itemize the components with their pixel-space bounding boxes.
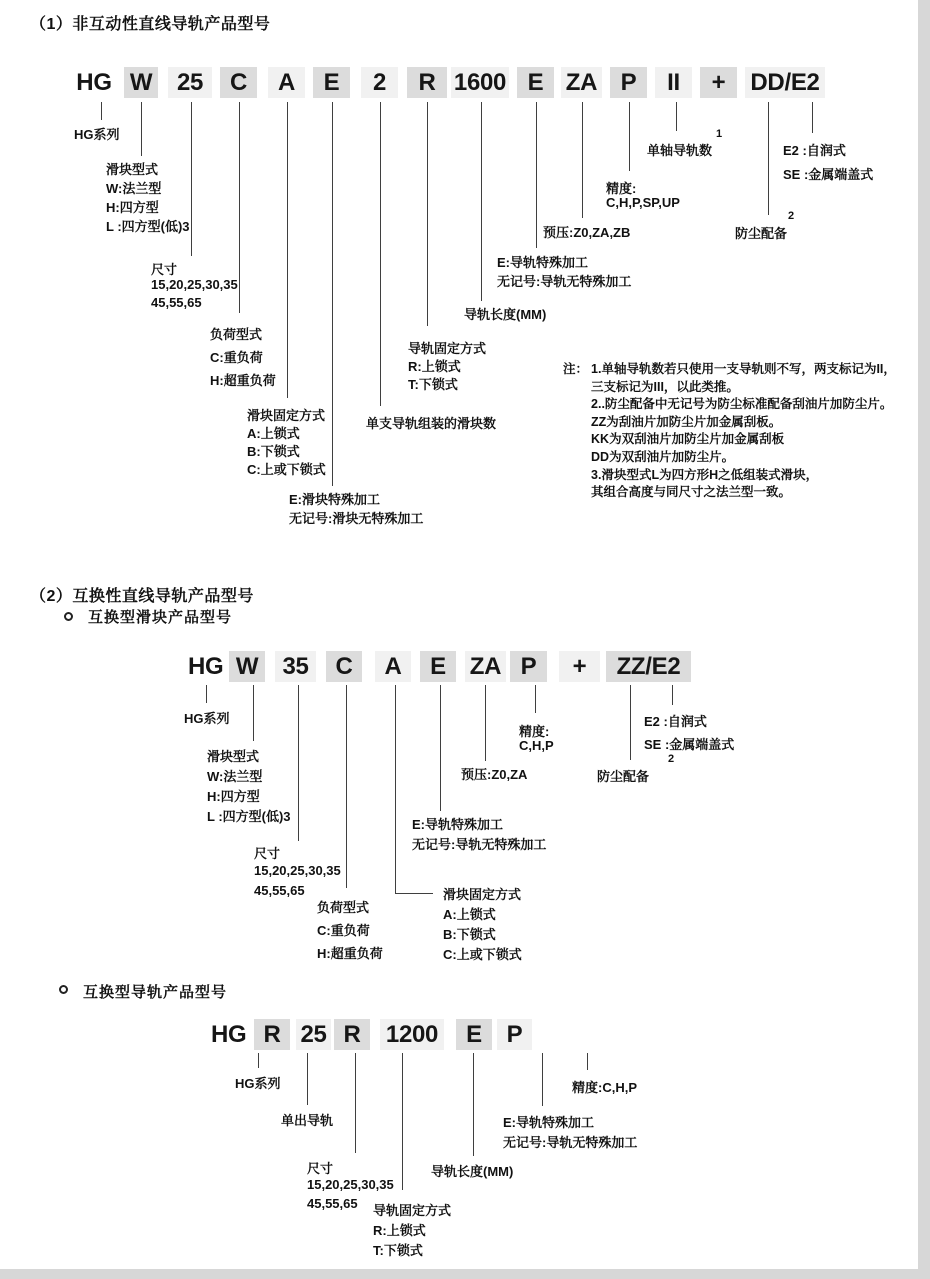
callout-label-line: C:上或下锁式 — [443, 947, 522, 962]
code-segment: E — [456, 1019, 492, 1050]
callout-label-line: 负荷型式 — [317, 900, 370, 915]
callout-label-line: 精度: — [606, 181, 637, 196]
callout-label-line: T:下锁式 — [408, 377, 458, 392]
callout-label — [431, 1161, 513, 1180]
callout-label — [644, 711, 734, 757]
callout-label-line: H:四方型 — [106, 200, 159, 215]
callout-label-line: E:导轨特殊加工 — [497, 255, 589, 270]
code-segment: HG — [188, 653, 224, 680]
callout-label — [572, 1077, 637, 1096]
callout-label-line: SE :金属端盖式 — [644, 737, 735, 752]
callout-label — [210, 324, 276, 393]
callout-label — [184, 708, 230, 727]
note-line: 1.单轴导轨数若只使用一支导轨则不写，两支标记为II， — [591, 362, 896, 376]
subsection-title: 互换型导轨产品型号 — [83, 984, 228, 1001]
footnote-marker: 2 — [668, 753, 675, 765]
callout-line — [473, 1053, 474, 1156]
code-segment: R — [334, 1019, 370, 1050]
callout-label-line: 滑块型式 — [106, 162, 159, 177]
subsection-title: 互换型滑块产品型号 — [88, 609, 233, 626]
code-segment: 2 — [361, 67, 398, 98]
callout-line — [630, 685, 631, 760]
callout-label-line: 导轨长度(MM) — [431, 1164, 514, 1179]
callout-label — [408, 338, 486, 392]
callout-label-line: R:上锁式 — [408, 359, 461, 374]
callout-line — [542, 1053, 543, 1106]
callout-label-line: HG系列 — [184, 711, 230, 726]
note-line: 三支标记为III，以此类推。 — [591, 379, 739, 394]
callout-label — [373, 1200, 451, 1260]
callout-label-line: T:下锁式 — [373, 1243, 423, 1258]
code-segment: W — [124, 67, 158, 98]
callout-label-line: B:下锁式 — [247, 444, 300, 459]
callout-line — [535, 685, 536, 713]
code-segment: R — [407, 67, 447, 98]
callout-label-line: 导轨长度(MM) — [464, 307, 547, 322]
callout-label-line: L :四方型(低)3 — [207, 809, 291, 824]
notes-body — [591, 361, 896, 502]
callout-label-line: 滑块型式 — [207, 749, 260, 764]
note-line: 2..防尘配备中无记号为防尘标准配备刮油片加防尘片。 — [591, 397, 893, 412]
circle-bullet-icon — [64, 612, 73, 621]
code-segment: E — [517, 67, 554, 98]
callout-label-line: R:上锁式 — [373, 1223, 426, 1238]
callout-line — [440, 685, 441, 811]
code-segment: C — [326, 651, 362, 682]
code-segment: E — [420, 651, 456, 682]
callout-label — [412, 814, 546, 854]
callout-label — [519, 721, 554, 755]
callout-label-line: 单出导轨 — [281, 1113, 334, 1128]
code-segment: ZA — [561, 67, 602, 98]
code-segment: ZZ/E2 — [606, 651, 691, 682]
callout-label-line: W:法兰型 — [106, 181, 162, 196]
callout-label-line: W:法兰型 — [207, 769, 263, 784]
callout-label-line: 无记号:滑块无特殊加工 — [289, 511, 424, 526]
callout-label-line: 防尘配备 — [597, 769, 650, 784]
code-segment: 25 — [296, 1019, 331, 1050]
callout-line — [239, 102, 240, 313]
callout-label — [503, 1112, 637, 1152]
section-heading: （1）非互动性直线导轨产品型号 — [30, 16, 271, 33]
code-segment: A — [268, 67, 305, 98]
callout-label — [783, 140, 873, 188]
callout-label — [647, 140, 712, 159]
notes-block — [563, 361, 896, 502]
notes-prefix: 注： — [563, 362, 589, 376]
callout-label — [289, 489, 423, 527]
callout-label — [464, 304, 546, 323]
callout-line — [298, 685, 299, 841]
callout-label-line: B:下锁式 — [443, 927, 496, 942]
callout-label-line: C,H,P — [519, 738, 554, 753]
note-line: 其组合高度与同尺寸之法兰型一致。 — [591, 485, 792, 500]
callout-label — [366, 413, 496, 432]
callout-line — [768, 102, 769, 215]
callout-label-line: H:四方型 — [207, 789, 260, 804]
callout-line — [395, 685, 396, 893]
callout-label-line: 尺寸 — [307, 1161, 334, 1176]
callout-label-line: E:导轨特殊加工 — [503, 1115, 595, 1130]
code-segment: ZA — [465, 651, 506, 682]
callout-label — [461, 764, 527, 783]
callout-line — [485, 685, 486, 761]
callout-line — [481, 102, 482, 301]
callout-label-line: 导轨固定方式 — [373, 1203, 452, 1218]
callout-line — [307, 1053, 308, 1105]
callout-line — [332, 102, 333, 486]
callout-label-line: A:上锁式 — [247, 426, 300, 441]
callout-line — [101, 102, 102, 120]
callout-line — [402, 1053, 403, 1190]
note-line: ZZ为刮油片加防尘片加金属刮板。 — [591, 414, 782, 429]
callout-line — [582, 102, 583, 218]
callout-label — [106, 159, 190, 235]
callout-line — [141, 102, 142, 156]
callout-label-line: 15,20,25,30,35 — [151, 277, 238, 292]
callout-line — [346, 685, 347, 888]
note-line: KK为双刮油片加防尘片加金属刮板 — [591, 432, 785, 447]
callout-label-line: 15,20,25,30,35 — [307, 1177, 394, 1192]
callout-label — [543, 222, 630, 241]
footnote-marker: 2 — [788, 210, 795, 222]
callout-label — [207, 746, 291, 826]
callout-label-line: 滑块固定方式 — [443, 887, 522, 902]
page-edge-bottom — [0, 1269, 930, 1279]
code-segment: P — [510, 651, 547, 682]
callout-label-line: H:超重负荷 — [210, 373, 276, 388]
callout-label-line: 单轴导轨数 — [647, 143, 713, 158]
callout-line — [629, 102, 630, 171]
code-segment: 25 — [168, 67, 212, 98]
callout-line — [427, 102, 428, 326]
code-segment: DD/E2 — [745, 67, 825, 98]
callout-line — [253, 685, 254, 741]
code-segment: P — [610, 67, 647, 98]
callout-line — [672, 685, 673, 705]
callout-label-line: 无记号:导轨无特殊加工 — [412, 837, 547, 852]
callout-label-line: 45,55,65 — [254, 883, 305, 898]
callout-label-line: 滑块固定方式 — [247, 408, 326, 423]
callout-label-line: 精度:C,H,P — [572, 1080, 638, 1095]
callout-label-line: 45,55,65 — [307, 1196, 358, 1211]
circle-bullet-icon — [59, 985, 68, 994]
callout-line — [536, 102, 537, 248]
callout-label-line: HG系列 — [74, 127, 120, 142]
callout-label — [497, 252, 631, 290]
callout-label — [606, 178, 680, 212]
callout-label-line: SE :金属端盖式 — [783, 167, 874, 182]
callout-label-line: 45,55,65 — [151, 295, 202, 310]
callout-line — [287, 102, 288, 398]
callout-label-line: 无记号:导轨无特殊加工 — [503, 1135, 638, 1150]
callout-label — [317, 897, 383, 966]
callout-label — [281, 1110, 333, 1129]
code-segment: + — [559, 651, 600, 682]
code-segment: C — [220, 67, 257, 98]
callout-line — [812, 102, 813, 133]
callout-label — [443, 884, 522, 964]
callout-label-line: E:导轨特殊加工 — [412, 817, 504, 832]
callout-label-line: E:滑块特殊加工 — [289, 492, 381, 507]
note-line: DD为双刮油片加防尘片。 — [591, 449, 735, 464]
footnote-marker: 1 — [716, 128, 723, 140]
code-segment: + — [700, 67, 737, 98]
code-segment: II — [655, 67, 692, 98]
code-segment: W — [229, 651, 265, 682]
callout-line — [380, 102, 381, 406]
callout-label-line: C:重负荷 — [317, 923, 370, 938]
callout-label-line: H:超重负荷 — [317, 946, 383, 961]
callout-line — [206, 685, 207, 703]
callout-label-line: HG系列 — [235, 1076, 281, 1091]
callout-label-line: 预压:Z0,ZA — [461, 767, 528, 782]
callout-label-line: E2 :自润式 — [783, 143, 846, 158]
callout-line — [676, 102, 677, 131]
note-line: 3.滑块型式L为四方形H之低组装式滑块， — [591, 467, 819, 482]
callout-label — [735, 223, 787, 242]
code-segment: 1200 — [380, 1019, 444, 1050]
callout-label-line: 尺寸 — [254, 846, 281, 861]
code-segment: A — [375, 651, 411, 682]
callout-line — [395, 893, 433, 894]
section-heading: （2）互换性直线导轨产品型号 — [30, 588, 254, 605]
callout-label — [151, 259, 238, 313]
callout-label-line: 导轨固定方式 — [408, 341, 487, 356]
callout-label — [74, 124, 120, 143]
page-edge-right — [918, 0, 930, 1279]
callout-line — [587, 1053, 588, 1070]
callout-label-line: 负荷型式 — [210, 327, 263, 342]
code-segment: HG — [76, 69, 112, 96]
callout-label-line: 单支导轨组装的滑块数 — [366, 416, 497, 431]
code-segment: 1600 — [451, 67, 509, 98]
callout-label-line: C:重负荷 — [210, 350, 263, 365]
code-segment: P — [497, 1019, 532, 1050]
code-segment: 35 — [275, 651, 316, 682]
callout-label-line: C,H,P,SP,UP — [606, 195, 680, 210]
callout-label-line: C:上或下锁式 — [247, 462, 326, 477]
callout-label-line: 精度: — [519, 724, 550, 739]
code-segment: E — [313, 67, 350, 98]
callout-label-line: L :四方型(低)3 — [106, 219, 190, 234]
callout-label — [254, 843, 341, 903]
callout-label-line: 无记号:导轨无特殊加工 — [497, 274, 632, 289]
callout-label — [597, 766, 649, 785]
callout-label-line: 15,20,25,30,35 — [254, 863, 341, 878]
code-segment: R — [254, 1019, 290, 1050]
callout-line — [258, 1053, 259, 1068]
callout-line — [191, 102, 192, 256]
callout-label-line: 预压:Z0,ZA,ZB — [543, 225, 631, 240]
callout-label-line: 尺寸 — [151, 262, 178, 277]
callout-line — [355, 1053, 356, 1153]
callout-label — [247, 405, 326, 477]
callout-label — [235, 1073, 281, 1092]
code-segment: HG — [211, 1021, 247, 1048]
callout-label-line: 防尘配备 — [735, 226, 788, 241]
callout-label-line: A:上锁式 — [443, 907, 496, 922]
callout-label-line: E2 :自润式 — [644, 714, 707, 729]
